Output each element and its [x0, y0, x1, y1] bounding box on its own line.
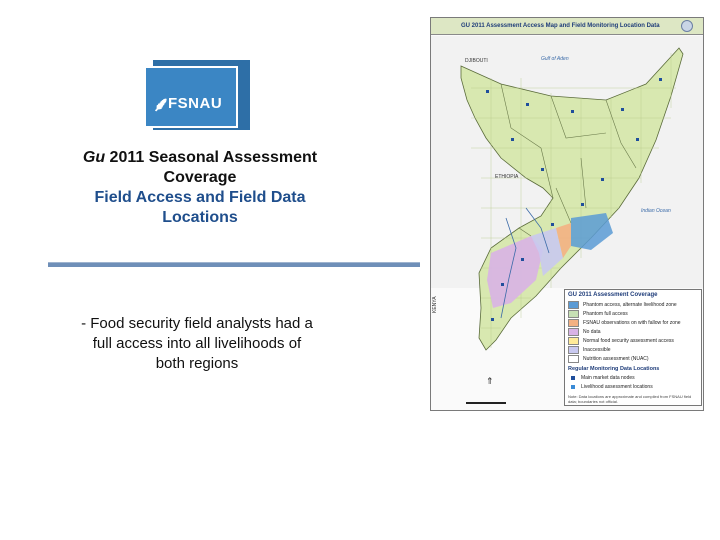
legend-swatch	[568, 301, 579, 309]
slide-title	[40, 148, 360, 228]
bullet-line-2: full access into all livelihoods of	[92, 335, 302, 352]
legend-label: No data	[583, 328, 601, 335]
logo-wheat-icon: ⸙	[152, 94, 167, 116]
legend-swatch	[568, 328, 579, 336]
legend-label: Main market data nodes	[581, 374, 635, 381]
legend-item	[565, 300, 701, 309]
legend-item	[565, 354, 701, 363]
assessment-dot-icon	[571, 385, 575, 389]
legend-label: FSNAU observations on with fallow for zone	[583, 319, 681, 326]
legend-item	[565, 336, 701, 345]
north-arrow-icon: ⇑	[486, 376, 494, 386]
bullet-text	[48, 314, 346, 374]
legend-label: Phantom full access	[583, 310, 628, 317]
title-line-2: Coverage	[163, 169, 237, 186]
label-gulf-of-aden: Gulf of Aden	[541, 56, 569, 62]
logo-text: FSNAU	[168, 95, 223, 112]
legend-point	[565, 373, 701, 382]
legend-swatch	[568, 337, 579, 345]
legend-item	[565, 318, 701, 327]
title-line-3: Field Access and Field Data	[94, 189, 306, 206]
title-line-1	[40, 148, 360, 168]
legend-swatch	[568, 346, 579, 354]
legend-title: GU 2011 Assessment Coverage	[568, 292, 658, 298]
legend-label: Inaccessible	[583, 346, 611, 353]
title-line-4: Locations	[162, 209, 238, 226]
legend-subtitle: Regular Monitoring Data Locations	[568, 366, 660, 372]
legend-item	[565, 345, 701, 354]
legend-label: Normal food security assessment access	[583, 337, 674, 344]
market-dot-icon	[571, 376, 575, 380]
legend-item	[565, 327, 701, 336]
logo-front-panel	[144, 66, 238, 128]
legend-swatch	[568, 319, 579, 327]
title-line-1-rest: 2011 Seasonal Assessment	[105, 149, 318, 166]
bullet-line-1: - Food security field analysts had a	[81, 315, 313, 332]
legend-swatch	[568, 310, 579, 318]
legend-note: Note: Data locations are approximate and compiled from FSNAU field data; boundaries not official.	[568, 394, 692, 404]
map-legend	[564, 289, 702, 406]
assessment-map	[430, 17, 704, 411]
legend-label: Phantom access, alternate livelihood zone	[583, 301, 677, 308]
fsnau-logo	[144, 60, 250, 130]
label-djibouti: DJIBOUTI	[465, 58, 488, 64]
label-ethiopia: ETHIOPIA	[495, 174, 519, 180]
legend-swatch	[568, 355, 579, 363]
legend-label: Nutrition assessment (NUAC)	[583, 355, 649, 362]
label-kenya: KENYA	[432, 296, 438, 313]
bullet-line-3: both regions	[155, 355, 239, 372]
scale-bar	[466, 402, 506, 404]
legend-point	[565, 382, 701, 391]
title-divider	[48, 262, 420, 267]
title-season: Gu	[82, 149, 106, 166]
map-header: GU 2011 Assessment Access Map and Field Monitoring Location Data	[431, 18, 703, 35]
label-indian-ocean: Indian Ocean	[641, 208, 671, 214]
legend-item	[565, 309, 701, 318]
legend-label: Livelihood assessment locations	[581, 383, 653, 390]
